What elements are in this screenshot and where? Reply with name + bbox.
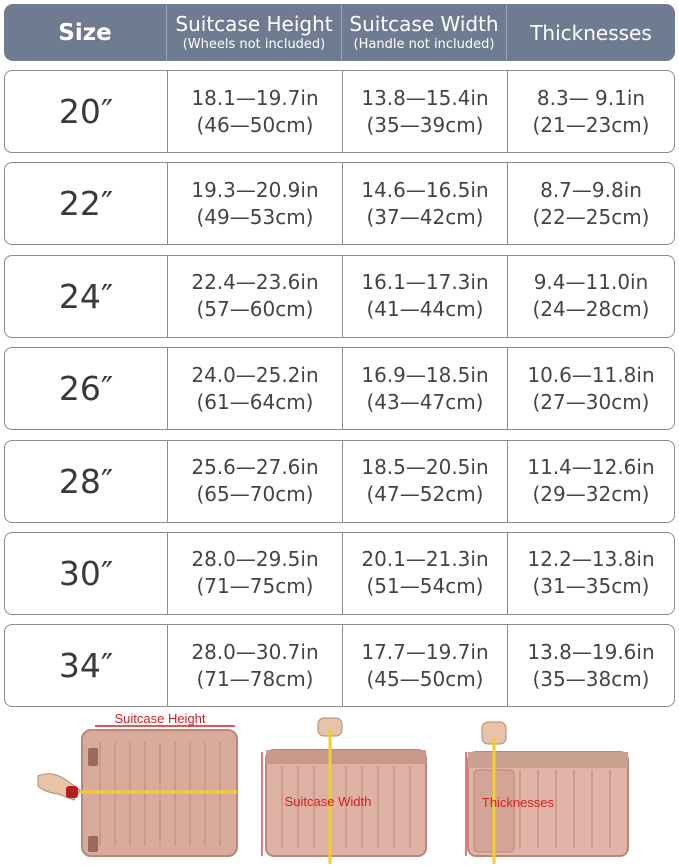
height-in: 25.6—27.6in bbox=[191, 455, 319, 480]
width-cell bbox=[343, 348, 508, 429]
width-cm: (51—54cm) bbox=[366, 574, 484, 599]
height-cm: (61—64cm) bbox=[196, 389, 314, 414]
height-cm: (46—50cm) bbox=[196, 112, 314, 137]
width-cell bbox=[343, 71, 508, 152]
table-row bbox=[4, 255, 675, 338]
table-row bbox=[4, 624, 675, 707]
table-row bbox=[4, 440, 675, 523]
height-in: 28.0—30.7in bbox=[191, 639, 319, 664]
width-in: 16.9—18.5in bbox=[361, 362, 489, 387]
header-width bbox=[342, 4, 507, 61]
thickness-in: 9.4—11.0in bbox=[533, 270, 649, 295]
width-cm: (37—42cm) bbox=[366, 204, 484, 229]
height-cm: (65—70cm) bbox=[196, 482, 314, 507]
thickness-illustration bbox=[466, 722, 628, 864]
height-label: Suitcase Height bbox=[114, 711, 206, 726]
thickness-in: 11.4—12.6in bbox=[527, 455, 655, 480]
height-cell bbox=[168, 441, 343, 522]
thickness-cell bbox=[508, 71, 674, 152]
width-in: 18.5—20.5in bbox=[361, 455, 489, 480]
thickness-cm: (29—32cm) bbox=[532, 482, 650, 507]
width-cm: (41—44cm) bbox=[366, 297, 484, 322]
thickness-cell bbox=[508, 163, 674, 244]
size-cell: 20″ bbox=[5, 71, 168, 152]
width-cm: (35—39cm) bbox=[366, 112, 484, 137]
header-thickness: Thicknesses bbox=[530, 20, 652, 45]
thickness-in: 10.6—11.8in bbox=[527, 362, 655, 387]
height-in: 22.4—23.6in bbox=[191, 270, 319, 295]
thickness-cell bbox=[508, 441, 674, 522]
header-height-note: (Wheels not included) bbox=[182, 37, 326, 52]
height-cell bbox=[168, 71, 343, 152]
width-cell bbox=[343, 533, 508, 614]
size-cell: 26″ bbox=[5, 348, 168, 429]
width-in: 16.1—17.3in bbox=[361, 270, 489, 295]
width-cell bbox=[343, 441, 508, 522]
size-cell: 34″ bbox=[5, 625, 168, 706]
height-illustration bbox=[38, 711, 237, 856]
width-cell bbox=[343, 256, 508, 337]
size-cell: 24″ bbox=[5, 256, 168, 337]
thickness-cm: (21—23cm) bbox=[532, 112, 650, 137]
width-cm: (45—50cm) bbox=[366, 666, 484, 691]
width-in: 13.8—15.4in bbox=[361, 85, 489, 110]
size-table bbox=[4, 70, 675, 717]
height-cm: (57—60cm) bbox=[196, 297, 314, 322]
width-cell bbox=[343, 163, 508, 244]
thickness-cm: (35—38cm) bbox=[532, 666, 650, 691]
header-height-label: Suitcase Height bbox=[175, 12, 333, 36]
table-row bbox=[4, 347, 675, 430]
thickness-cell bbox=[508, 348, 674, 429]
thickness-cm: (24—28cm) bbox=[532, 297, 650, 322]
header-height bbox=[167, 4, 342, 61]
size-cell: 30″ bbox=[5, 533, 168, 614]
width-in: 14.6—16.5in bbox=[361, 177, 489, 202]
measurement-illustrations bbox=[0, 708, 679, 866]
height-in: 18.1—19.7in bbox=[191, 85, 319, 110]
table-row bbox=[4, 70, 675, 153]
height-cell bbox=[168, 256, 343, 337]
height-cm: (49—53cm) bbox=[196, 204, 314, 229]
header-width-note: (Handle not included) bbox=[353, 37, 495, 52]
thickness-in: 8.7—9.8in bbox=[540, 177, 642, 202]
header-size: Size bbox=[4, 4, 167, 61]
height-cell bbox=[168, 163, 343, 244]
width-in: 20.1—21.3in bbox=[361, 547, 489, 572]
width-label: Suitcase Width bbox=[284, 794, 372, 809]
thickness-in: 8.3— 9.1in bbox=[536, 85, 646, 110]
table-row bbox=[4, 162, 675, 245]
table-header bbox=[4, 4, 675, 61]
thickness-cm: (27—30cm) bbox=[532, 389, 650, 414]
height-cell bbox=[168, 533, 343, 614]
height-cell bbox=[168, 625, 343, 706]
height-cm: (71—75cm) bbox=[196, 574, 314, 599]
size-cell: 22″ bbox=[5, 163, 168, 244]
table-row bbox=[4, 532, 675, 615]
width-in: 17.7—19.7in bbox=[361, 639, 489, 664]
thickness-label: Thicknesses bbox=[481, 795, 555, 810]
width-cm: (47—52cm) bbox=[366, 482, 484, 507]
thickness-in: 13.8—19.6in bbox=[527, 639, 655, 664]
header-width-label: Suitcase Width bbox=[349, 12, 499, 36]
thickness-cell bbox=[508, 533, 674, 614]
height-in: 24.0—25.2in bbox=[191, 362, 319, 387]
thickness-cm: (31—35cm) bbox=[532, 574, 650, 599]
height-in: 28.0—29.5in bbox=[191, 547, 319, 572]
thickness-cell bbox=[508, 625, 674, 706]
width-cm: (43—47cm) bbox=[366, 389, 484, 414]
suitcase-diagram bbox=[0, 708, 679, 866]
width-cell bbox=[343, 625, 508, 706]
height-cm: (71—78cm) bbox=[196, 666, 314, 691]
thickness-cm: (22—25cm) bbox=[532, 204, 650, 229]
thickness-cell bbox=[508, 256, 674, 337]
size-cell: 28″ bbox=[5, 441, 168, 522]
height-in: 19.3—20.9in bbox=[191, 177, 319, 202]
thickness-in: 12.2—13.8in bbox=[527, 547, 655, 572]
width-illustration bbox=[262, 718, 426, 864]
height-cell bbox=[168, 348, 343, 429]
